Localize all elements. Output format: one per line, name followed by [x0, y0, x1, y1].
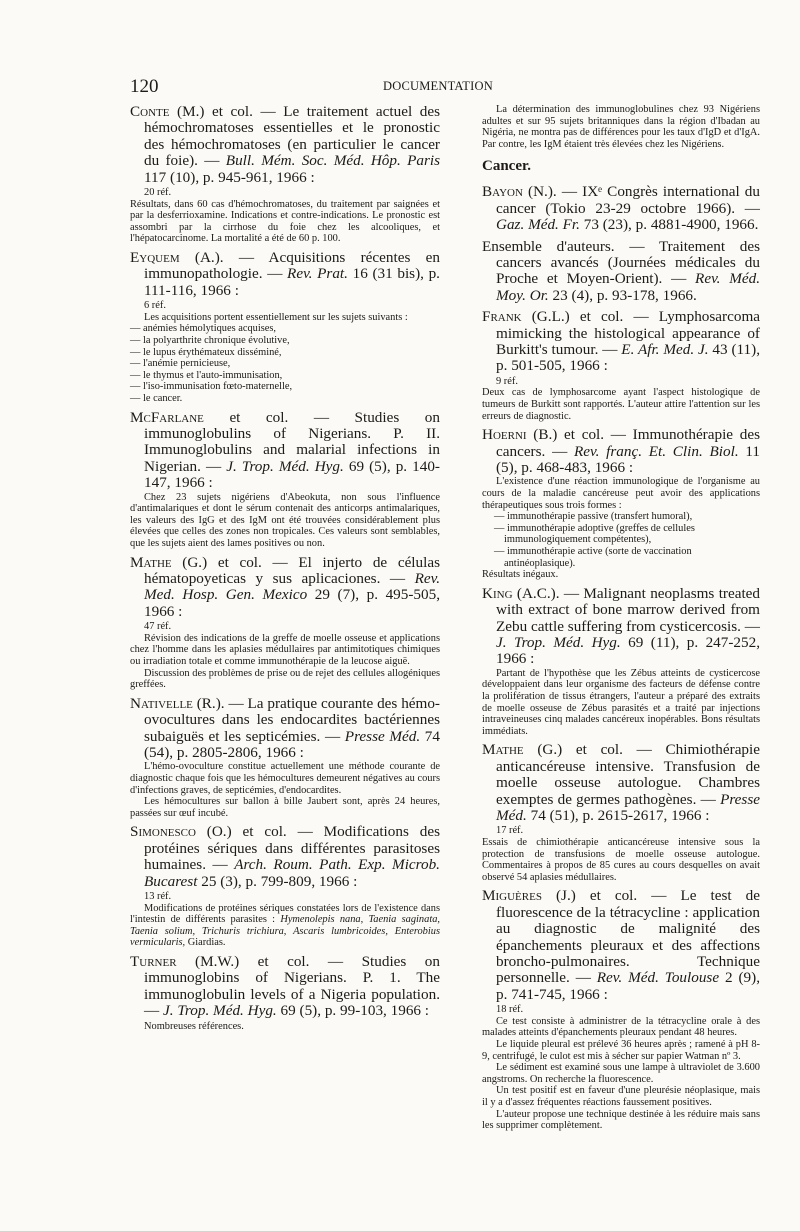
title-text: — IXᵉ Congrès international du cancer (Tokio 23-29 octobre 1966). —	[496, 183, 760, 217]
journal: Arch. Roum. Path. Exp. Microb. Bucarest	[144, 856, 440, 890]
author: Ensemble d'auteurs.	[482, 237, 615, 255]
entry-migueres	[482, 888, 760, 1131]
list-item: — le cancer.	[130, 393, 440, 405]
title-text: et col. — Modifications des protéines sériques dans différentes parasitoses humaines. —	[144, 823, 440, 874]
abstract: Les acquisitions portent essentiellement sur les sujets suivants :	[144, 311, 408, 323]
list-item: — immunothérapie passive (transfert humoral),	[482, 511, 760, 523]
abstract: Révision des indications de la greffe de moelle osseuse et applications chez l'homme dans les aplasies médullaires par antimitotiques chimiques ou irradiation totale et comme immunothérapie de la leucose aiguë.	[130, 632, 440, 667]
title-text: et col. — Immunothérapie des cancers. —	[496, 426, 760, 460]
abstract: Le sédiment est examiné sous une lampe à ultraviolet de 3.600 angstroms. On recherche la fluorescence.	[482, 1062, 760, 1085]
entry-mcfarlane	[130, 410, 440, 550]
continued-abstract: La détermination des immunoglobulines chez 93 Nigériens adultes et sur 95 sujets britanniques dans la région d'Ibadan au Nigéria, ne montra pas de différences pour les taux d'IgD et d'IgA. Par contre, les IgM étaient très élevées chez les Nigériens.	[482, 104, 760, 150]
journal: Rev. Med. Hosp. Gen. Mexico	[144, 569, 440, 604]
author: Frank (G.L.)	[482, 308, 570, 326]
topic-list	[130, 323, 440, 404]
volume-pages: 73 (23), p. 4881-4900, 1966.	[579, 216, 759, 234]
title-text: et col. — Studies on immunoglobulins of Nigerians. P. II. Immunoglobulins and malarial infections in Nigerian. —	[144, 408, 440, 475]
citation	[482, 309, 760, 375]
volume-pages: 43 (11), p. 501-505, 1966 :	[496, 341, 761, 375]
title-text: et col. — Studies on immunoglobins of Nigerians. P. 1. The immunoglobulin levels of a Nigeria population. —	[144, 952, 440, 1020]
list-item: — la polyarthrite chronique évolutive,	[130, 335, 440, 347]
author: King (A.C.).	[482, 584, 560, 602]
reference-count: 47 réf.	[144, 621, 172, 633]
author: McFarlane	[130, 408, 204, 426]
author: Miguères (J.)	[482, 887, 576, 905]
right-column	[482, 104, 760, 1137]
journal: Rev. Méd. Moy. Or.	[496, 270, 761, 304]
list-item: — l'anémie pernicieuse,	[130, 358, 440, 370]
title-text: — Traitement des cancers avancés (Journées médicales du Proche et Moyen-Orient). —	[496, 237, 760, 288]
title-text: — Acquisitions récentes en immunopathologie. —	[144, 249, 440, 283]
journal: E. Afr. Med. J.	[621, 341, 709, 359]
citation	[130, 696, 440, 762]
reference-count: 9 réf.	[496, 375, 518, 387]
author: Mathe (G.)	[130, 553, 208, 571]
citation	[130, 555, 440, 621]
reference-count: 6 réf.	[144, 300, 166, 312]
journal: Presse Méd.	[496, 790, 760, 824]
page-number: 120	[130, 76, 159, 97]
journal: Gaz. Méd. Fr.	[496, 216, 580, 234]
abstract: L'auteur propose une technique destinée à les réduire mais sans les supprimer complètement.	[482, 1108, 760, 1132]
list-item: — immunothérapie adoptive (greffes de cellules immunologiquement compétentes),	[482, 523, 760, 546]
citation	[482, 184, 760, 233]
journal: Bull. Mém. Soc. Méd. Hôp. Paris	[225, 152, 441, 170]
journal: J. Trop. Méd. Hyg.	[226, 457, 344, 475]
entry-frank	[482, 309, 760, 422]
citation	[130, 104, 440, 186]
entry-hoerni	[482, 427, 760, 581]
abstract-text: Giardias.	[185, 937, 226, 949]
title-text: — La pratique courante des hémo-ovocultures dans les endocardites bactériennes subaiguës et les septicémies. —	[144, 694, 440, 745]
citation	[482, 742, 760, 824]
title-text: et col. — Chimiothérapie anticancéreuse intensive. Transfusion de moelle osseuse autologue. Chambres exemptes de germes pathogènes. —	[496, 741, 760, 808]
author: Eyquem (A.).	[130, 249, 224, 266]
title-text: et col. — Le traitement actuel des hémochromatoses essentielles et le pronostic des hémochromatoses (en particulier le cancer du foie). —	[144, 103, 441, 170]
author: Bayon (N.).	[482, 183, 557, 201]
page-header	[130, 76, 675, 100]
reference-count: 20 réf.	[144, 187, 172, 199]
abstract: Essais de chimiothérapie anticancéreuse intensive sous la protection de transfusions de moelle osseuse autologue. Commentaires à propos de 85 cures au cours desquelles on avait observé 54 aplasies médullaires.	[482, 837, 760, 883]
abstract: Partant de l'hypothèse que les Zébus atteints de cysticercose développaient dans leur organisme des facteurs de défense contre la prolifération de tissus étrangers, l'auteur a préparé des extraits de moelle osseuse de Zébus parasités et a traité par injections intraveineuses cinq malades cancéreux inopérables. Bons résultats immédiats.	[482, 667, 760, 737]
abstract: Les hémocultures sur ballon à bille Jaubert sont, après 24 heures, passées sur œuf incubé.	[130, 796, 440, 819]
result-text: Résultats inégaux.	[482, 569, 559, 581]
abstract: Ce test consiste à administrer de la tétracycline orale à des malades atteints d'épanchements pleuraux pendant 48 heures.	[482, 1015, 760, 1039]
author: Simonesco (O.)	[130, 823, 232, 841]
section-heading: Cancer.	[482, 158, 532, 175]
abstract: Résultats, dans 60 cas d'hémochromatoses, du traitement par saignées et par la desferrioxamine. Indications et contre-indications. Le pronostic est assombri par la cirrhose du foie chez les alcooliques, et l'hépatocarcinome. La mortalité a été de 60 p. 100.	[130, 198, 440, 245]
entry-bayon	[482, 184, 760, 233]
reference-count: Nombreuses références.	[144, 1020, 244, 1032]
volume-pages: 69 (5), p. 99-103, 1966 :	[276, 1002, 430, 1020]
citation	[130, 824, 440, 890]
entry-nativelle	[130, 696, 440, 820]
running-title: DOCUMENTATION	[383, 79, 493, 93]
volume-pages: 23 (4), p. 93-178, 1966.	[548, 286, 697, 304]
volume-pages: 69 (11), p. 247-252, 1966 :	[496, 634, 761, 668]
abstract: L'existence d'une réaction immunologique de l'organisme au cours de la maladie cancéreuse peut avoir des applications thérapeutiques sous trois formes :	[482, 476, 760, 511]
entry-king	[482, 586, 760, 738]
volume-pages: 69 (5), p. 140-147, 1966 :	[144, 457, 440, 492]
volume-pages: 74 (54), p. 2805-2806, 1966 :	[144, 727, 440, 761]
parasite-species: Hymenolepis nana, Taenia saginata, Taenia solium, Trichuris trichiura, Ascaris lumbricoides, Enterobius vermicularis,	[130, 914, 441, 949]
reference-count: 13 réf.	[144, 890, 172, 902]
journal: Rev. Méd. Toulouse	[596, 969, 720, 987]
author: Conte (M.)	[130, 103, 205, 120]
citation	[482, 427, 760, 476]
abstract	[130, 903, 440, 949]
volume-pages: 2 (9), p. 741-745, 1966 :	[496, 969, 760, 1003]
list-item: — le lupus érythémateux disséminé,	[130, 347, 440, 359]
volume-pages: 74 (51), p. 2615-2617, 1966 :	[526, 807, 710, 824]
volume-pages: 25 (3), p. 799-809, 1966 :	[197, 872, 358, 890]
entry-simonesco	[130, 824, 440, 949]
author: Mathe (G.)	[482, 741, 563, 759]
abstract: Le liquide pleural est prélevé 36 heures après ; ramené à pH 8-9, centrifugé, le culot est mis à sécher sur papier Watman nº 3.	[482, 1039, 760, 1062]
citation	[482, 586, 760, 668]
left-column	[130, 104, 440, 1037]
author: Nativelle (R.).	[130, 694, 225, 712]
citation	[482, 888, 760, 1003]
journal: Rev. Prat.	[287, 265, 348, 283]
citation	[482, 239, 760, 305]
journal: Rev. franç. Et. Clin. Biol.	[574, 442, 739, 460]
abstract: Deux cas de lymphosarcome ayant l'aspect histologique de tumeurs de Burkitt sont rapportés. L'auteur attire l'attention sur les erreurs de diagnostic.	[482, 387, 760, 422]
entry-mathe-2	[482, 742, 760, 883]
journal: J. Trop. Méd. Hyg.	[496, 634, 621, 651]
citation	[130, 954, 440, 1020]
citation	[130, 410, 440, 492]
entry-conte	[130, 104, 440, 245]
abstract: Discussion des problèmes de prise ou de rejet des cellules allogéniques greffées.	[130, 667, 440, 691]
title-text: — Malignant neoplasms treated with extract of bone marrow derived from Zebu cattle suffering from cysticercosis. —	[496, 584, 761, 635]
abstract: Un test positif est en faveur d'une pleurésie néoplasique, mais il y a d'assez fréquentes réactions faussement positives.	[482, 1085, 760, 1108]
entry-mathe-1	[130, 555, 440, 691]
author: Hoerni (B.)	[482, 426, 558, 444]
entry-eyquem	[130, 250, 440, 405]
journal: J. Trop. Méd. Hyg.	[162, 1002, 277, 1020]
therapy-list	[482, 511, 760, 569]
list-item: — anémies hémolytiques acquises,	[130, 323, 440, 335]
list-item: — immunothérapie active (sorte de vaccination antinéoplasique).	[482, 546, 760, 569]
reference-count: 17 réf.	[496, 825, 524, 837]
list-item: — le thymus et l'auto-immunisation,	[130, 370, 440, 382]
entry-ensemble	[482, 239, 760, 305]
title-text: et col. — Le test de fluorescence de la tétracycline : application au diagnostic de malignité des épanchements pleuraux et des affections broncho-pulmonaires. Technique personnelle. —	[496, 887, 760, 987]
abstract-text: Modifications de protéines sériques constatées lors de l'existence dans l'intestin de différents parasites :	[130, 902, 440, 926]
title-text: et col. — El injerto de células hématopoyeticas y sus aplicaciones. —	[144, 553, 440, 587]
abstract: L'hémo-ovoculture constitue actuellement une méthode courante de diagnostic chaque fois que les hémocultures demeurent négatives au cours d'infections graves, de septicémies, d'endocardites.	[130, 761, 440, 796]
volume-pages: 16 (31 bis), p. 111-116, 1966 :	[144, 265, 440, 299]
citation	[130, 250, 440, 299]
volume-pages: 117 (10), p. 945-961, 1966 :	[144, 168, 315, 186]
entry-turner	[130, 954, 440, 1032]
list-item: — l'iso-immunisation fœto-maternelle,	[130, 381, 440, 393]
volume-pages: 29 (7), p. 495-505, 1966 :	[144, 586, 440, 620]
volume-pages: 11 (5), p. 468-483, 1966 :	[496, 442, 760, 477]
title-text: et col. — Lymphosarcoma mimicking the histological appearance of Burkitt's tumour. —	[496, 308, 760, 359]
reference-count: 18 réf.	[496, 1004, 524, 1016]
abstract: Chez 23 sujets nigériens d'Abeokuta, non sous l'influence d'antimalariques et dont le sérum contenait des anticorps antimalariques, les valeurs des IgG et des IgM ont été trouvées considérablement plus élevées que celles des zones non tropicales. Ces valeurs sont semblables, que les sujets aient des lames positives ou non.	[130, 491, 440, 549]
journal: Presse Méd.	[344, 727, 421, 745]
author: Turner (M.W.)	[130, 952, 240, 970]
